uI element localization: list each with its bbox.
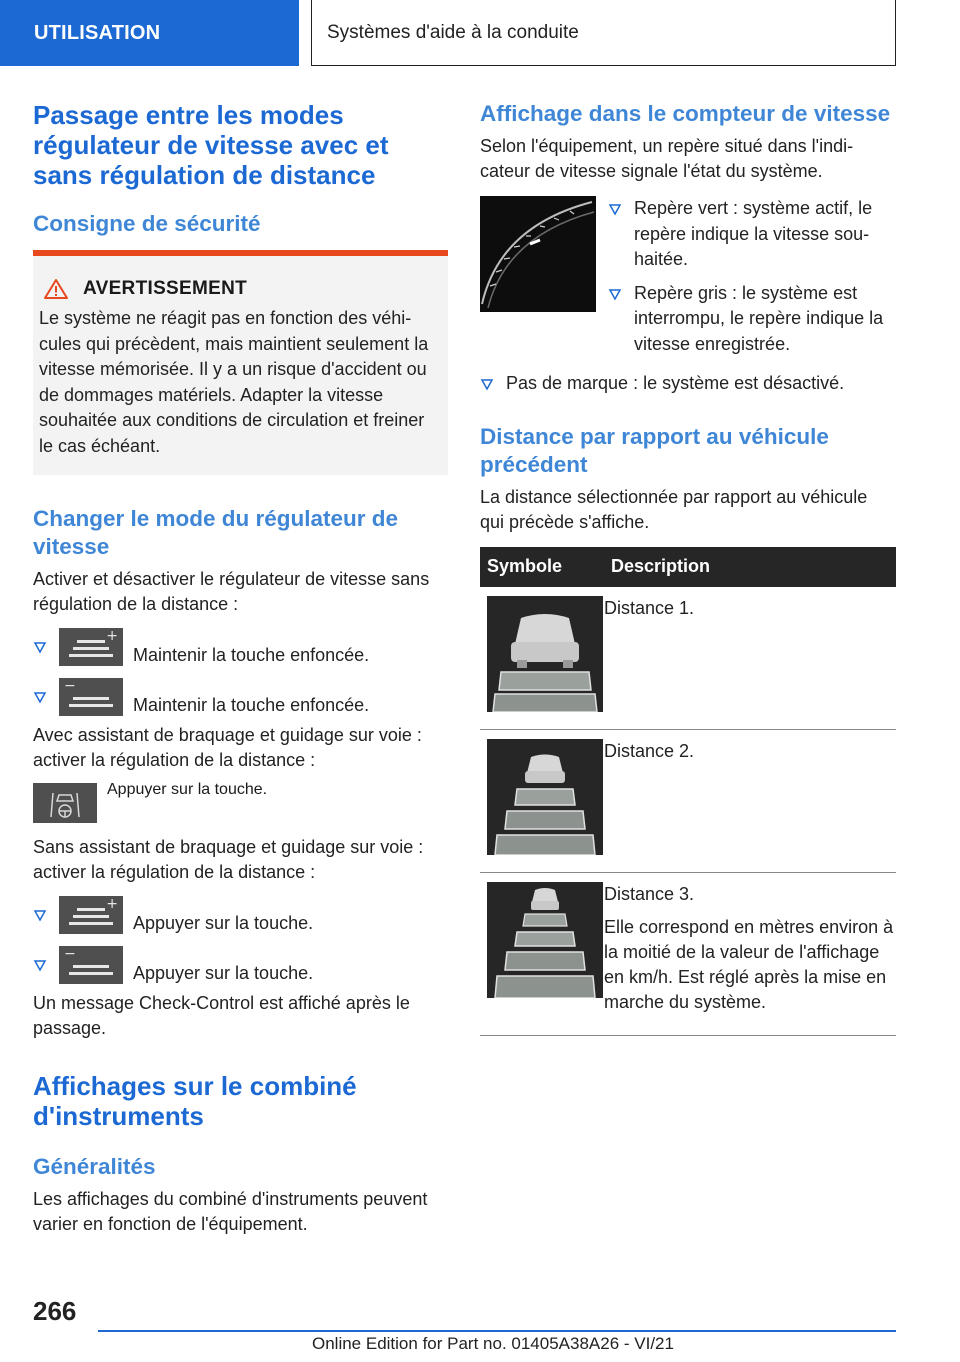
edition-text: Online Edition for Part no. 01405A38A26 - VI/21 xyxy=(312,1334,674,1353)
list-item xyxy=(480,371,896,397)
change-mode-heading: Changer le mode du régulateur de vitesse xyxy=(33,506,399,559)
distance-minus-icon: − xyxy=(59,678,123,716)
list-item xyxy=(33,677,448,717)
cluster-heading: Affichages sur le combiné d'instruments xyxy=(33,1071,357,1131)
list-item xyxy=(33,781,448,823)
bullet-triangle-icon xyxy=(33,908,47,922)
chapter-title: Systèmes d'aide à la conduite xyxy=(311,0,896,66)
press-plus-text: Appuyer sur la touche. xyxy=(133,913,314,933)
left-column xyxy=(33,100,448,1245)
list-item xyxy=(33,895,448,935)
distance-1-text: Distance 1. xyxy=(604,597,695,618)
distance-heading: Distance par rapport au véhicule précédent xyxy=(480,423,829,477)
check-control-text: Un message Check-Control est affiché après le passage. xyxy=(33,993,410,1038)
list-item xyxy=(608,281,896,358)
distance-car-icon xyxy=(487,882,603,998)
green-mark-text: Repère vert : système actif, le repère indique la vitesse souhaitée. xyxy=(634,198,873,269)
bullet-triangle-icon xyxy=(33,640,47,654)
list-item xyxy=(33,627,448,667)
speedo-heading: Affichage dans le compteur de vitesse xyxy=(480,101,891,126)
page-number: 266 xyxy=(33,1296,77,1326)
column-header-symbol: Symbole xyxy=(480,547,604,587)
warning-triangle-icon xyxy=(43,278,69,300)
warning-box xyxy=(33,250,448,475)
no-mark-text: Pas de marque : le système est désactivé. xyxy=(506,373,845,393)
without-assistant-text: Sans assistant de braquage et guidage sur voie : activer la régulation de la distance : xyxy=(33,837,424,882)
distance-car-icon xyxy=(487,596,603,712)
distance-plus-icon: + xyxy=(59,896,123,934)
general-heading: Généralités xyxy=(33,1154,156,1179)
speedo-illustration-block xyxy=(480,196,896,365)
distance-3-extra-text: Elle correspond en mètres environ à la moitié de la valeur de l'affichage en km/h. Est réglé après la mise en marche du système. xyxy=(604,916,894,1012)
press-minus-text: Appuyer sur la touche. xyxy=(133,963,314,983)
footer-divider xyxy=(98,1330,896,1332)
safety-heading: Consigne de sécurité xyxy=(33,211,261,236)
column-header-description: Description xyxy=(604,547,896,587)
distance-minus-icon: − xyxy=(59,946,123,984)
switch-modes-title: Passage entre les modes régulateur de vitesse avec et sans régulation de distance xyxy=(33,100,389,190)
distance-text: La distance sélectionnée par rapport au véhicule qui précède s'affiche. xyxy=(480,486,868,532)
warning-text: Le système ne réagit pas en fonction des véhicules qui précèdent, mais maintient seulement la vitesse mémorisée. Il y a un risque d'accident ou de dommages matériels. Adapter la vitesse souhaitée aux conditions de circulation et freiner le cas échéant. xyxy=(39,308,429,456)
bullet-triangle-icon xyxy=(33,958,47,972)
speedometer-icon xyxy=(480,196,596,312)
distance-car-icon xyxy=(487,739,603,855)
list-item xyxy=(608,196,896,273)
speedo-text: Selon l'équipement, un repère situé dans l'indicateur de vitesse signale l'état du système. xyxy=(480,136,854,181)
press-button-text: Appuyer sur la touche. xyxy=(107,781,268,798)
grey-mark-text: Repère gris : le système est interrompu, le repère indique la vitesse enregistrée. xyxy=(634,282,884,354)
list-item xyxy=(33,945,448,985)
distance-table xyxy=(480,547,896,1036)
section-tab: UTILISATION xyxy=(0,0,299,66)
change-mode-intro: Activer et désactiver le régulateur de vitesse sans régulation de la distance : xyxy=(33,569,430,614)
bullet-triangle-icon xyxy=(33,690,47,704)
table-row xyxy=(480,729,896,872)
bullet-triangle-icon xyxy=(608,202,622,216)
with-assistant-text: Avec assistant de braquage et guidage sur voie : activer la régulation de la distance : xyxy=(33,725,422,770)
hold-minus-text: Maintenir la touche enfoncée. xyxy=(133,695,370,715)
distance-3-text: Distance 3. xyxy=(604,883,695,904)
table-row xyxy=(480,872,896,1035)
hold-plus-text: Maintenir la touche enfoncée. xyxy=(133,645,370,665)
warning-title: AVERTISSEMENT xyxy=(83,278,248,299)
distance-2-text: Distance 2. xyxy=(604,740,695,761)
driving-assistant-icon xyxy=(33,783,97,823)
general-text: Les affichages du combiné d'instruments peuvent varier en fonction de l'équipement. xyxy=(33,1189,428,1234)
bullet-triangle-icon xyxy=(608,287,622,301)
table-row xyxy=(480,587,896,730)
distance-plus-icon: + xyxy=(59,628,123,666)
right-column xyxy=(480,100,896,1036)
bullet-triangle-icon xyxy=(480,377,494,391)
